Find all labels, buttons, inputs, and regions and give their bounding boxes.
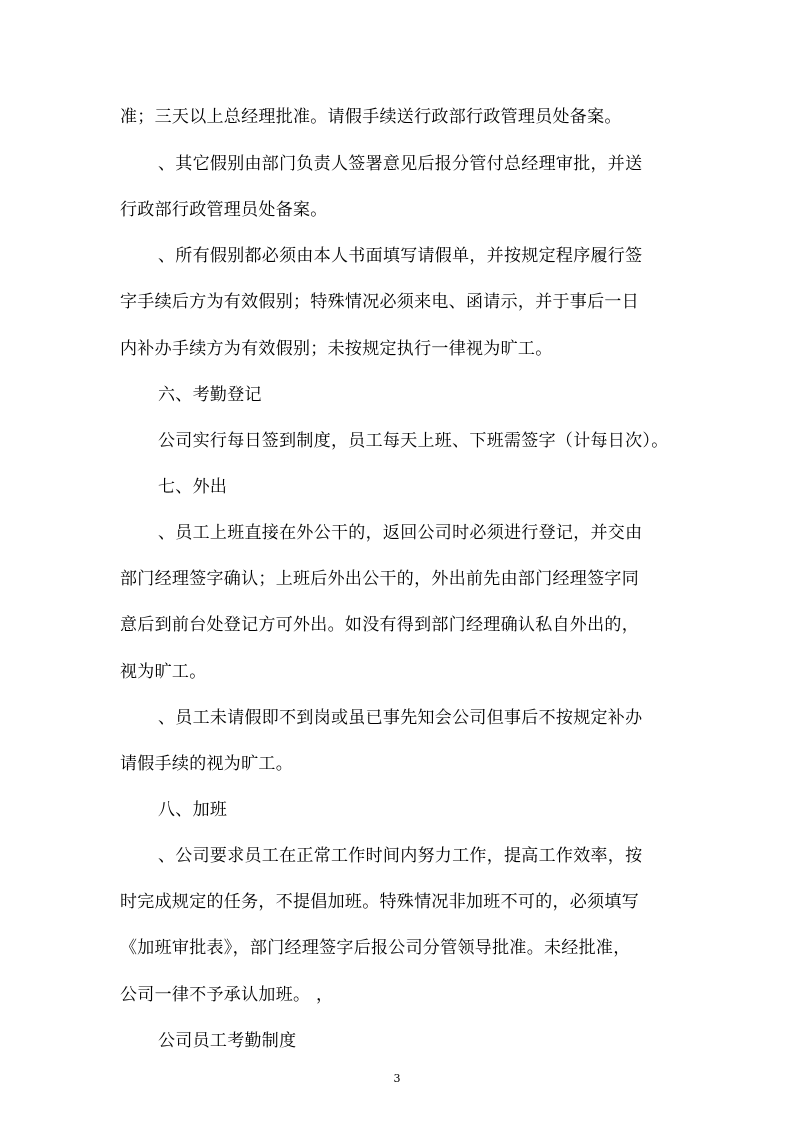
text-line: 、所有假别都必须由本人书面填写请假单，并按规定程序履行签 xyxy=(158,246,643,266)
text-line: 《加班审批表》，部门经理签字后报公司分管领导批准。未经批准， xyxy=(120,938,631,958)
section-heading: 八、加班 xyxy=(158,800,228,820)
document-title: 公司员工考勤制度 xyxy=(158,1031,297,1051)
text-line: 公司实行每日签到制度，员工每天上班、下班需签字（计每日次）。 xyxy=(158,431,669,451)
section-heading: 六、考勤登记 xyxy=(158,385,262,405)
text-line: 公司一律不予承认加班。 ， xyxy=(120,985,334,1005)
page-number: 3 xyxy=(393,1072,401,1085)
section-heading: 七、外出 xyxy=(158,477,228,497)
text-line: 内补办手续方为有效假别；未按规定执行一律视为旷工。 xyxy=(120,339,553,359)
text-line: 行政部行政管理员处备案。 xyxy=(120,200,328,220)
text-line: 、员工上班直接在外公干的，返回公司时必须进行登记，并交由 xyxy=(158,523,643,543)
text-line: 、公司要求员工在正常工作时间内努力工作，提高工作效率，按 xyxy=(158,846,643,866)
text-line: 准；三天以上总经理批准。请假手续送行政部行政管理员处备案。 xyxy=(120,107,622,127)
text-line: 视为旷工。 xyxy=(120,662,207,682)
text-line: 时完成规定的任务，不提倡加班。特殊情况非加班不可的，必须填写 xyxy=(120,892,639,912)
text-line: 部门经理签字确认；上班后外出公干的，外出前先由部门经理签字同 xyxy=(120,569,639,589)
text-line: 、员工未请假即不到岗或虽已事先知会公司但事后不按规定补办 xyxy=(158,708,643,728)
text-line: 、其它假别由部门负责人签署意见后报分管付总经理审批，并送 xyxy=(158,154,643,174)
text-line: 意后到前台处登记方可外出。如没有得到部门经理确认私自外出的， xyxy=(120,615,639,635)
text-line: 字手续后方为有效假别；特殊情况必须来电、函请示，并于事后一日 xyxy=(120,292,639,312)
text-line: 请假手续的视为旷工。 xyxy=(120,754,293,774)
